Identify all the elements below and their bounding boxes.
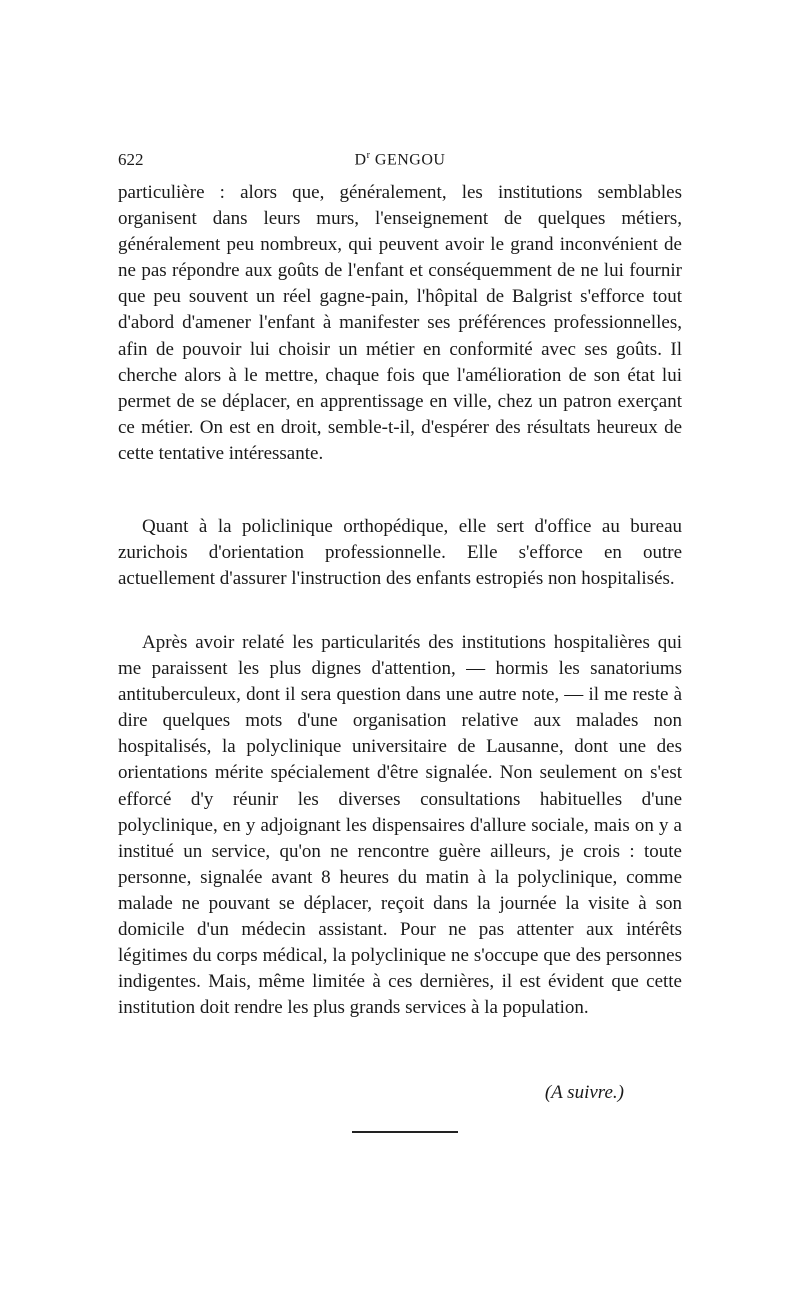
- paragraph-polyclinique-lausanne: Après avoir relaté les particularités des institutions hospitalières qui me paraissent les plus dignes d'attention, — hormis les sanatoriums antituberculeux, dont il sera question dans une autre note, — il me reste à dire quelques mots d'une organisation relative aux malades non hospitalisés, la polyclinique universitaire de Lausanne, dont une des orientations mérite spécialement d'être signalée. Non seulement on s'est efforcé d'y réunir les diverses consultations habituelles d'une polyclinique, en y adjoignant les dispensaires d'allure sociale, mais on y a institué un service, qu'on ne rencontre guère ailleurs, je crois : toute personne, signalée avant 8 heures du matin à la polyclinique, comme malade ne pouvant se déplacer, reçoit dans la journée la visite à son domicile d'un médecin assistant. Pour ne pas attenter aux intérêts légitimes du corps médical, la polyclinique ne s'occupe que des personnes indigentes. Mais, même limitée à ces dernières, il est évident que cette institution doit rendre les plus grands services à la population.: [118, 632, 682, 1019]
- running-head: [0, 150, 800, 169]
- page-number: 622: [118, 150, 144, 169]
- paragraph-continued: particulière : alors que, généralement, les institutions semblables organisent dans leurs murs, l'enseignement de quelques métiers, généralement peu nombreux, qui peuvent avoir le grand inconvénient de ne pas répondre aux goûts de l'enfant et conséquemment de ne lui fournir que peu souvent un réel gagne-pain, l'hôpital de Balgrist s'efforce tout d'abord d'amener l'enfant à manifester ses préférences professionnelles, afin de pouvoir lui choisir un métier en conformité avec ses goûts. Il cherche alors à le mettre, chaque fois que l'amélioration de son état lui permet de se déplacer, en apprentissage en ville, chez un patron exerçant ce métier. On est en droit, semble-t-il, d'espérer des résultats heureux de cette tentative intéressante.: [118, 182, 682, 464]
- author-name: GENGOU: [374, 151, 446, 169]
- end-rule-divider: [352, 1131, 458, 1133]
- author-prefix: D: [354, 151, 367, 169]
- author-title-superscript: r: [366, 150, 371, 161]
- to-be-continued: (A suivre.): [544, 1082, 624, 1103]
- paragraph-policlinique: Quant à la policlinique orthopédique, elle sert d'office au bureau zurichois d'orientation professionnelle. Elle s'efforce en outre actuellement d'assurer l'instruction des enfants estropiés non hospitalisés.: [118, 516, 682, 590]
